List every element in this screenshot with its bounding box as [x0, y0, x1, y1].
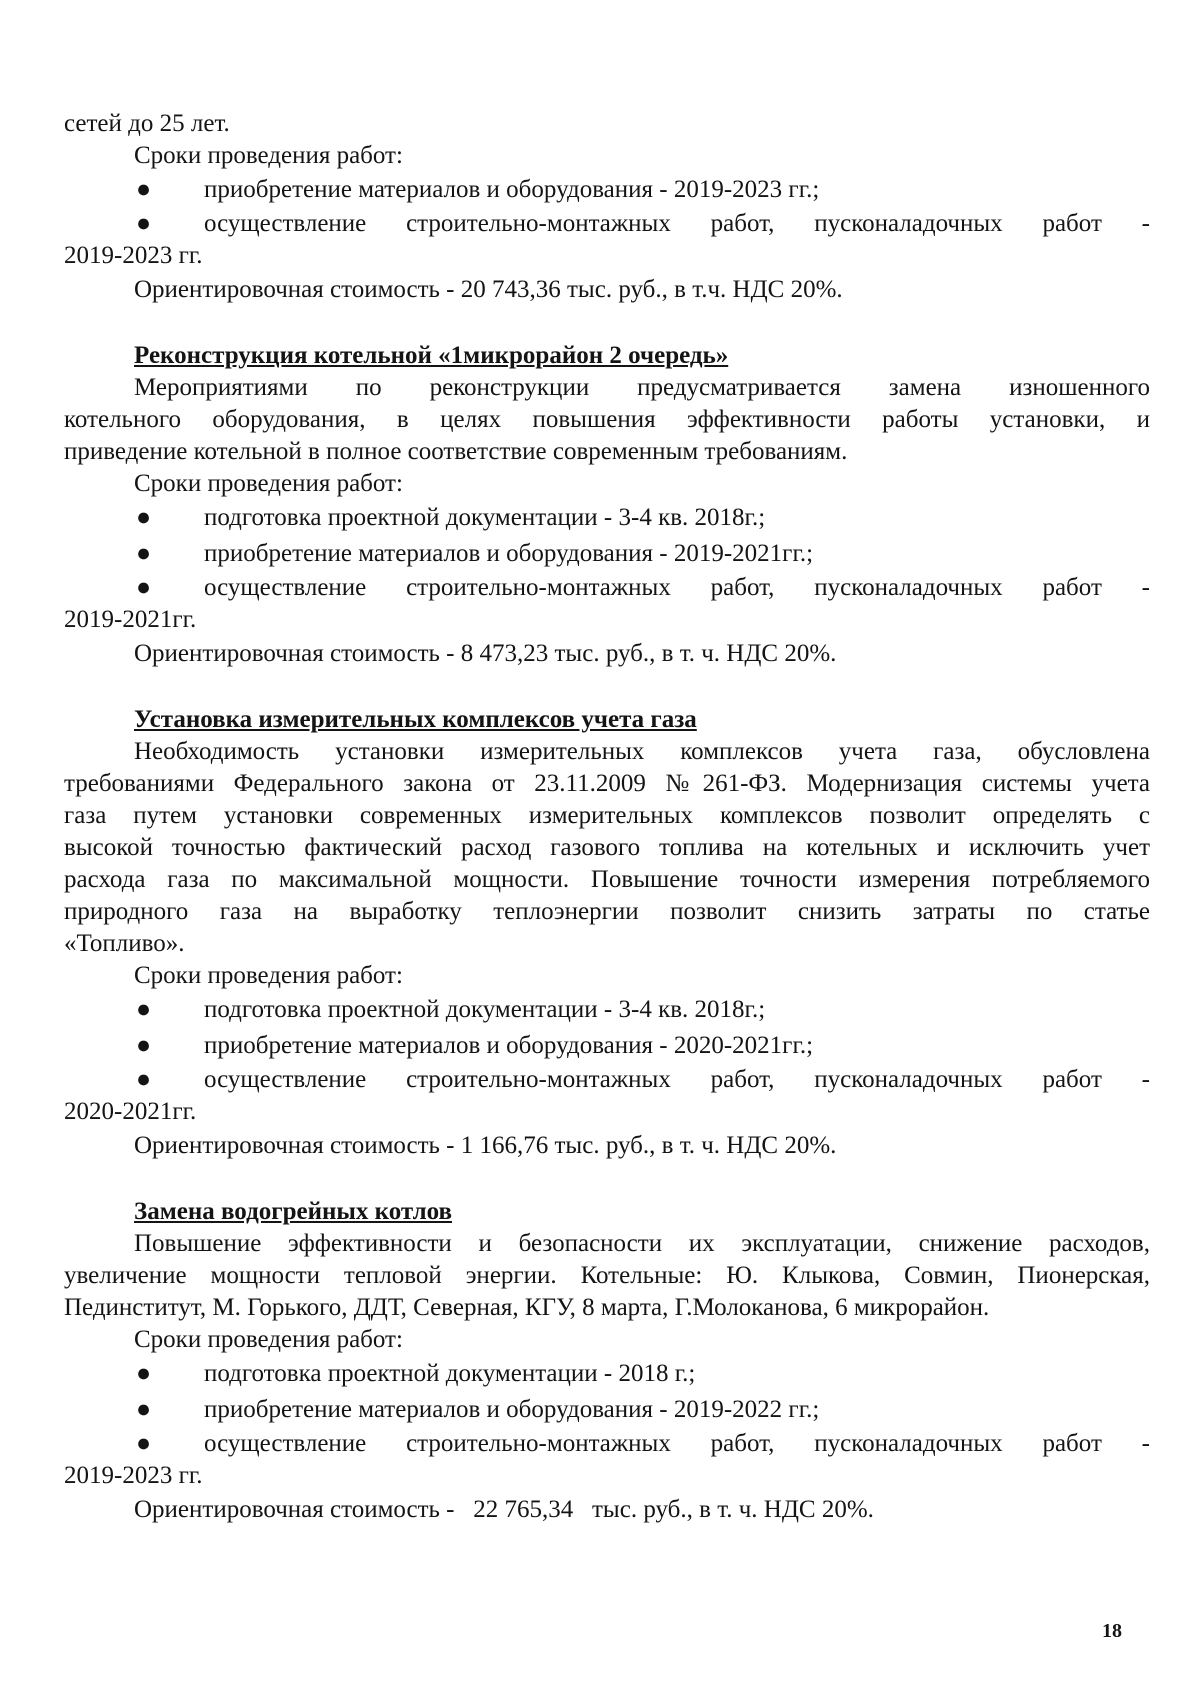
body-line: приведение котельной в полное соответствие современным требованиям. [64, 438, 848, 465]
body-line: высокой точностью фактический расход газового топлива на котельных и исключить учет [64, 834, 1150, 861]
body-line: Мероприятиями по реконструкции предусматривается замена изношенного [134, 374, 1150, 401]
cost-line: Ориентировочная стоимость - 22 765,34 тыс. руб., в т. ч. НДС 20%. [134, 1496, 874, 1523]
bullet-icon: ● [136, 1430, 152, 1457]
body-line: требованиями Федерального закона от 23.11.2009 №261-ФЗ. Модернизация системы учета [64, 770, 1150, 797]
bullet-item [64, 172, 1150, 208]
body-line: Повышение эффективности и безопасности их эксплуатации, снижение расходов, [134, 1230, 1150, 1257]
body-line: «Топливо». [64, 930, 185, 957]
bullet-icon: ● [136, 1396, 152, 1423]
body-line: расхода газа по максимальной мощности. Повышение точности измерения потребляемого [64, 866, 1150, 893]
section-title: Установка измерительных комплексов учета газа [134, 706, 697, 733]
bullet-text-line [64, 208, 1150, 240]
cost-line: Ориентировочная стоимость - 20 743,36 тыс. руб., в т.ч. НДС 20%. [134, 276, 843, 303]
bullet-icon: ● [136, 176, 152, 203]
bullet-item [64, 1028, 1150, 1064]
bullet-text: подготовка проектной документации - 3-4 кв. 2018г.; [204, 996, 766, 1023]
bullet-item [64, 536, 1150, 572]
section-title: Реконструкция котельной «1микрорайон 2 очередь» [134, 342, 729, 369]
bullet-text: приобретение материалов и оборудования - 2019-2023 гг.; [204, 176, 820, 203]
bullet-icon: ● [136, 1032, 152, 1059]
section-boiler-replacement [64, 1196, 1150, 1526]
bullet-item [64, 1356, 1150, 1392]
section-gas-metering [64, 704, 1150, 1162]
bullet-text: приобретение материалов и оборудования - 2019-2022 гг.; [204, 1396, 820, 1423]
bullet-text: приобретение материалов и оборудования - 2020-2021гг.; [204, 1032, 814, 1059]
schedule-label: Сроки проведения работ: [134, 470, 403, 497]
page-number: 18 [1102, 1620, 1122, 1642]
body-line: природного газа на выработку теплоэнергии позволит снизить затраты по статье [64, 898, 1150, 925]
paragraph-continuation: сетей до 25 лет. [64, 110, 230, 137]
bullet-text: осуществление строительно-монтажных работ, пусконаладочных работ - [204, 1430, 1150, 1457]
bullet-icon: ● [136, 210, 152, 237]
bullet-text-continuation: 2020-2021гг. [64, 1098, 197, 1125]
cost-line: Ориентировочная стоимость - 1 166,76 тыс. руб., в т. ч. НДС 20%. [134, 1132, 837, 1159]
schedule-label: Сроки проведения работ: [134, 1326, 403, 1353]
bullet-item-wrapped [64, 1064, 1150, 1128]
intro-section [64, 108, 1150, 306]
bullet-icon: ● [136, 540, 152, 567]
bullet-text-line [64, 1428, 1150, 1460]
body-line: Необходимость установки измерительных комплексов учета газа, обусловлена [134, 738, 1150, 765]
section-title: Замена водогрейных котлов [134, 1198, 452, 1225]
bullet-item [64, 1392, 1150, 1428]
bullet-icon: ● [136, 1360, 152, 1387]
bullet-item-wrapped [64, 1428, 1150, 1492]
bullet-text-continuation: 2019-2021гг. [64, 606, 197, 633]
cost-line: Ориентировочная стоимость - 8 473,23 тыс. руб., в т. ч. НДС 20%. [134, 640, 837, 667]
schedule-label: Сроки проведения работ: [134, 142, 403, 169]
bullet-item [64, 500, 1150, 536]
bullet-text-line [64, 1064, 1150, 1096]
bullet-text: осуществление строительно-монтажных работ, пусконаладочных работ - [204, 210, 1150, 237]
bullet-text: осуществление строительно-монтажных работ, пусконаладочных работ - [204, 574, 1150, 601]
body-line: Пединститут, М. Горького, ДДТ, Северная, КГУ, 8 марта, Г.Молоканова, 6 микрорайон. [64, 1294, 990, 1321]
bullet-item-wrapped [64, 572, 1150, 636]
bullet-text-continuation: 2019-2023 гг. [64, 242, 203, 269]
body-line: газа путем установки современных измерительных комплексов позволит определять с [64, 802, 1150, 829]
body-line: увеличение мощности тепловой энергии. Котельные: Ю. Клыкова, Совмин, Пионерская, [64, 1262, 1150, 1289]
bullet-item [64, 992, 1150, 1028]
bullet-icon: ● [136, 504, 152, 531]
bullet-icon: ● [136, 996, 152, 1023]
bullet-text: подготовка проектной документации - 2018 г.; [204, 1360, 696, 1387]
bullet-text: осуществление строительно-монтажных работ, пусконаладочных работ - [204, 1066, 1150, 1093]
bullet-text: приобретение материалов и оборудования - 2019-2021гг.; [204, 540, 814, 567]
bullet-icon: ● [136, 1066, 152, 1093]
schedule-label: Сроки проведения работ: [134, 962, 403, 989]
bullet-item-wrapped [64, 208, 1150, 272]
bullet-text-line [64, 572, 1150, 604]
bullet-text: подготовка проектной документации - 3-4 кв. 2018г.; [204, 504, 766, 531]
bullet-icon: ● [136, 574, 152, 601]
bullet-text-continuation: 2019-2023 гг. [64, 1462, 203, 1489]
section-reconstruction [64, 340, 1150, 670]
document-page [64, 108, 1150, 1526]
body-line: котельного оборудования, в целях повышения эффективности работы установки, и [64, 406, 1150, 433]
